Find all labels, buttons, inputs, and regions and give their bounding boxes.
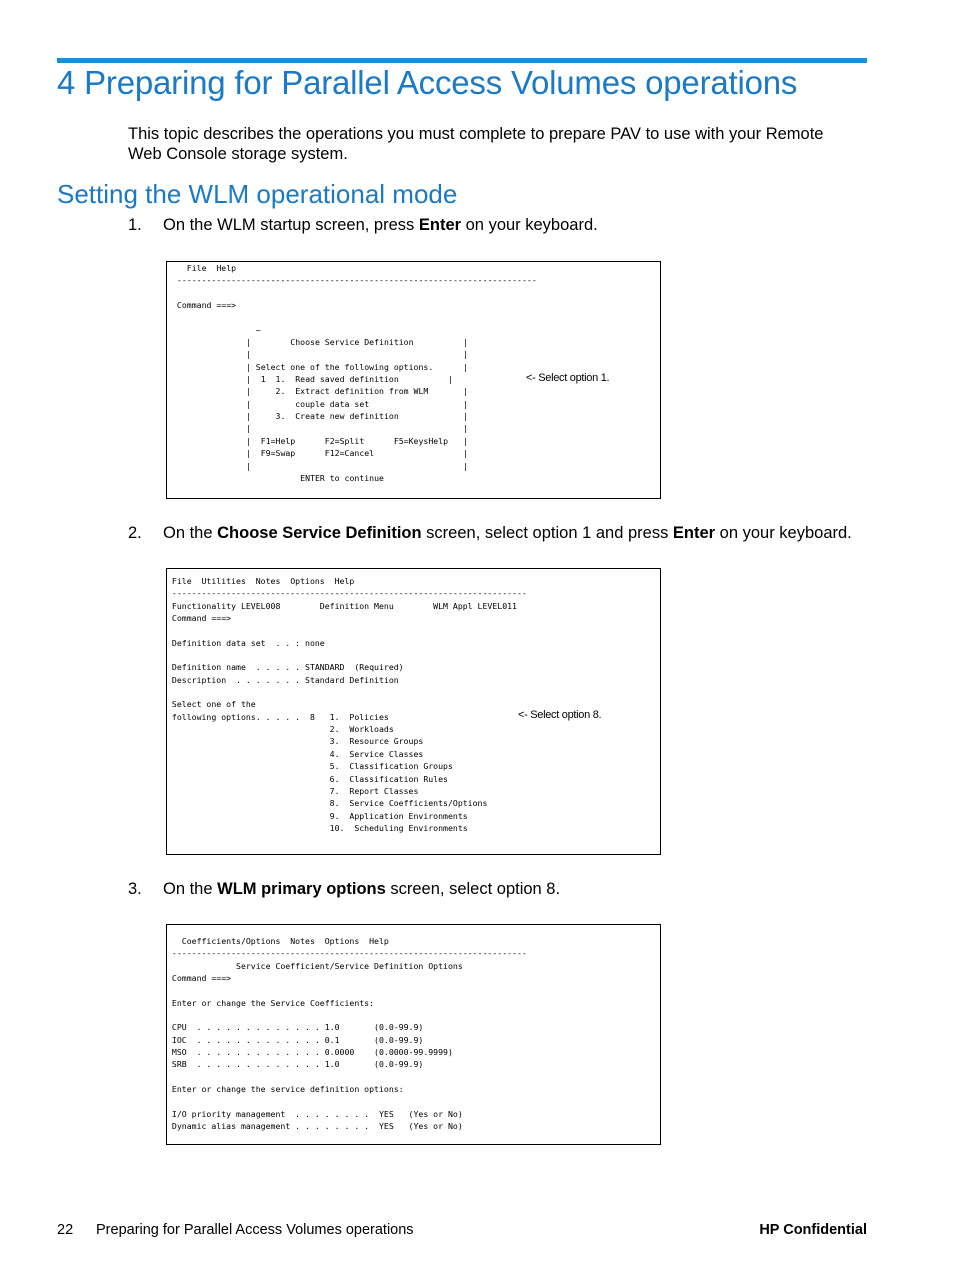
terminal-text: Coefficients/Options Notes Options Help ------------------------------------------------------------------------ Service Coefficient/Service Definition Options Command ===> Enter or change the Service Coefficients: CPU . . . . . . . . . . . . . 1.0 (0.0-99.9) IOC . . . . . . . . . . . . . 0.1 (0.0-99.9) MSO . . . . . . . . . . . . . 0.0000 (0.0000-99.9999) SRB . . . . . . . . . . . . . 1.0 (0.0-99.9) Enter or change the service definition options: I/O priority management . . . . . . . . YES (Yes or No) Dynamic alias management . . . . . . . . YES (Yes or No) [171,936,527,1132]
terminal-text: File Utilities Notes Options Help ------------------------------------------------------------------------ Functionality LEVEL008 Definition Menu WLM Appl LEVEL011 Command ===> Definition data set . . : none Definition name . . . . . STANDARD (Required) Description . . . . . . . Standard Definition Select one of the following options. . . . . 8 1. Policies 2. Workloads 3. Resource Groups 4. Service Classes 5. Classification Groups 6. Classification Rules 7. Report Classes 8. Service Coefficients/Options 9. Application Environments 10. Scheduling Environments [171,576,527,833]
step-text: On the [163,524,218,542]
footer-title: Preparing for Parallel Access Volumes operations [96,1222,414,1238]
terminal-text: File Help ------------------------------------------------------------------------- Command ===> ~ | Choose Service Definition | | | | Select one of the following options. | | 1 1. Read saved definition | | 2. Extract definition from WLM | | couple data set | | 3. Create new definition | | | | F1=Help F2=Split F5=KeysHelp | | F9=Swap F12=Cancel | | | ENTER to continue [176,263,537,483]
chapter-rule [57,58,867,63]
step-3 [128,880,560,899]
page-number: 22 [57,1222,74,1238]
step-number: 1. [128,216,142,234]
step-emphasis: Enter [418,216,462,234]
step-emphasis: Choose Service Definition [217,524,422,542]
step-1 [128,216,598,235]
step-text: screen, select option 8. [385,880,561,898]
step-text: screen, select option 1 and press [421,524,673,542]
step-text: On the WLM startup screen, press [163,216,419,234]
intro-paragraph: This topic describes the operations you must complete to prepare PAV to use with your Remote Web Console storage system. [128,125,824,163]
step-text: On the [163,880,218,898]
choose-service-definition-screenshot [166,568,661,855]
wlm-startup-screenshot [166,261,661,499]
step-number: 2. [128,524,142,542]
step-2 [128,524,852,543]
step-emphasis: Enter [672,524,716,542]
confidential-label: HP Confidential [759,1222,867,1238]
chapter-title: 4 Preparing for Parallel Access Volumes operations [57,64,798,101]
section-title: Setting the WLM operational mode [57,179,458,209]
step-text: on your keyboard. [461,216,598,234]
step-number: 3. [128,880,142,898]
callout-note: <- Select option 1. [526,372,610,384]
step-text: on your keyboard. [715,524,852,542]
step-emphasis: WLM primary options [217,880,386,898]
wlm-primary-options-screenshot [166,924,661,1145]
callout-note: <- Select option 8. [518,709,602,721]
